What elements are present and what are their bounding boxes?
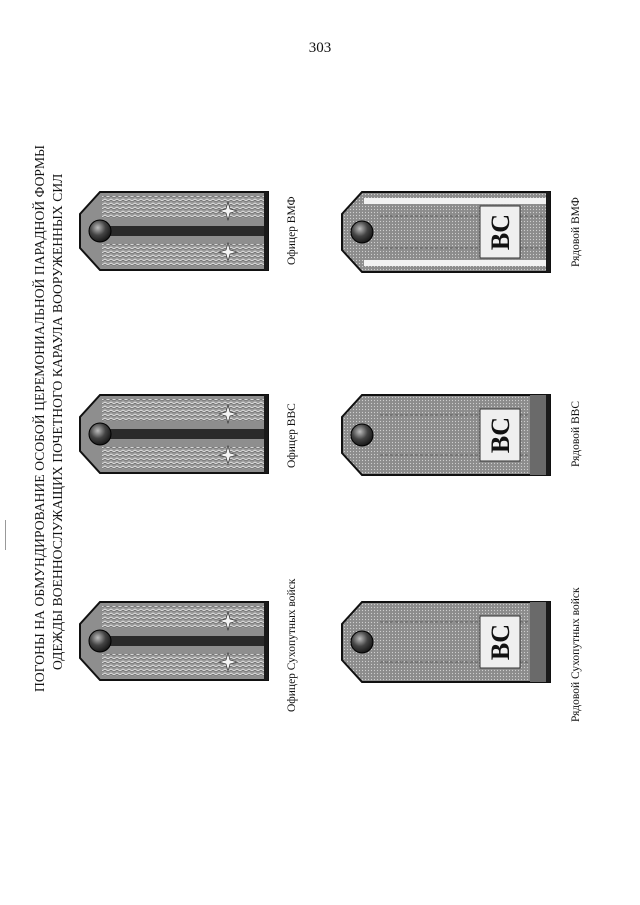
button-icon	[351, 631, 373, 653]
svg-text:ВС: ВС	[486, 213, 515, 251]
caption-private-ground-forces: Рядовой Сухопутных войск	[570, 587, 582, 722]
button-icon	[351, 424, 373, 446]
svg-text:ВС: ВС	[486, 623, 515, 661]
caption-private-navy: Рядовой ВМФ	[570, 197, 582, 267]
caption-officer-ground-forces: Офицер Сухопутных войск	[286, 578, 298, 712]
button-icon	[89, 423, 111, 445]
emblem-letters	[480, 616, 520, 668]
svg-text:ВС: ВС	[486, 416, 515, 454]
private-air-force-board	[340, 393, 552, 477]
caption-officer-navy: Офицер ВМФ	[286, 196, 298, 265]
button-icon	[89, 630, 111, 652]
title-line-1: ПОГОНЫ НА ОБМУНДИРОВАНИЕ ОСОБОЙ ЦЕРЕМОНИАЛЬНОЙ ПАРАДНОЙ ФОРМЫ	[32, 144, 47, 692]
officer-air-force-board	[78, 393, 270, 475]
page-number: 303	[308, 40, 332, 56]
scan-edge-mark	[5, 520, 6, 550]
caption-officer-air-force: Офицер ВВС	[286, 403, 298, 468]
emblem-letters	[480, 206, 520, 258]
officer-ground-forces-board	[78, 600, 270, 682]
emblem-letters	[480, 409, 520, 461]
officer-navy-board	[78, 190, 270, 272]
private-ground-forces-board	[340, 600, 552, 684]
caption-private-air-force: Рядовой ВВС	[570, 401, 582, 467]
button-icon	[89, 220, 111, 242]
button-icon	[351, 221, 373, 243]
private-navy-board	[340, 190, 552, 274]
title-line-2: ОДЕЖДЫ ВОЕННОСЛУЖАЩИХ ПОЧЕТНОГО КАРАУЛА ВООРУЖЕННЫХ СИЛ	[50, 173, 65, 670]
